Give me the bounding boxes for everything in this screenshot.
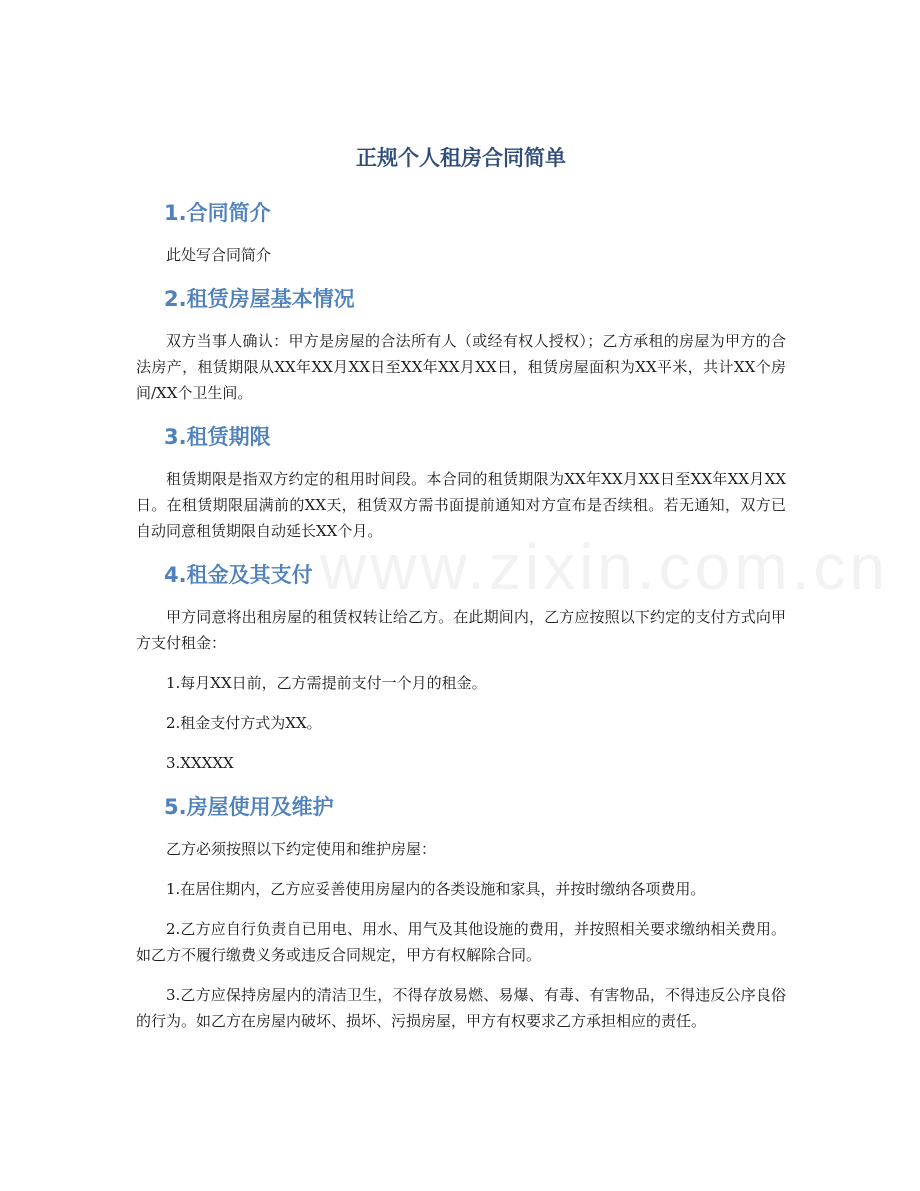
- list-item: 3.XXXXX: [166, 754, 234, 772]
- watermark-text: www.zixin.com.cn: [320, 531, 889, 603]
- section-heading: 1.合同简介: [164, 201, 271, 225]
- paragraph: 此处写合同简介: [166, 246, 272, 264]
- document-title: 正规个人租房合同简单: [356, 146, 566, 170]
- paragraph: 双方当事人确认：甲方是房屋的合法所有人（或经有权人授权）；乙方承租的房屋为甲方的合法房产，租赁期限从XX年XX月XX日至XX年XX月XX日，租赁房屋面积为XX平米，共计XX个房间/XX个卫生间。: [136, 332, 786, 402]
- section-heading: 3.租赁期限: [164, 425, 271, 449]
- section-heading: 4.租金及其支付: [164, 563, 313, 587]
- paragraph: 甲方同意将出租房屋的租赁权转让给乙方。在此期间内，乙方应按照以下约定的支付方式向甲方支付租金：: [136, 608, 786, 652]
- section-heading: 2.租赁房屋基本情况: [164, 287, 355, 311]
- section-rent-payment: [136, 558, 786, 776]
- list-item: 2.乙方应自行负责自已用电、用水、用气及其他设施的费用，并按照相关要求缴纳相关费用。如乙方不履行缴费义务或违反合同规定，甲方有权解除合同。: [136, 920, 786, 964]
- list-item: 3.乙方应保持房屋内的清洁卫生，不得存放易燃、易爆、有毒、有害物品，不得违反公序良俗的行为。如乙方在房屋内破坏、损坏、污损房屋，甲方有权要求乙方承担相应的责任。: [136, 986, 786, 1030]
- section-contract-intro: [136, 196, 786, 268]
- section-heading: 5.房屋使用及维护: [164, 795, 334, 819]
- paragraph: 乙方必须按照以下约定使用和维护房屋：: [166, 840, 437, 858]
- section-lease-term: [136, 420, 786, 544]
- section-use-maintenance: [136, 790, 786, 1034]
- document-content: [136, 140, 786, 1048]
- section-property-info: [136, 282, 786, 406]
- list-item: 1.每月XX日前，乙方需提前支付一个月的租金。: [166, 674, 487, 692]
- list-item: 2.租金支付方式为XX。: [166, 714, 322, 732]
- list-item: 1.在居住期内，乙方应妥善使用房屋内的各类设施和家具，并按时缴纳各项费用。: [166, 880, 706, 898]
- paragraph: 租赁期限是指双方约定的租用时间段。本合同的租赁期限为XX年XX月XX日至XX年XX月XX日。在租赁期限届满前的XX天，租赁双方需书面提前通知对方宣布是否续租。若无通知，双方已自动同意租赁期限自动延长XX个月。: [136, 470, 786, 540]
